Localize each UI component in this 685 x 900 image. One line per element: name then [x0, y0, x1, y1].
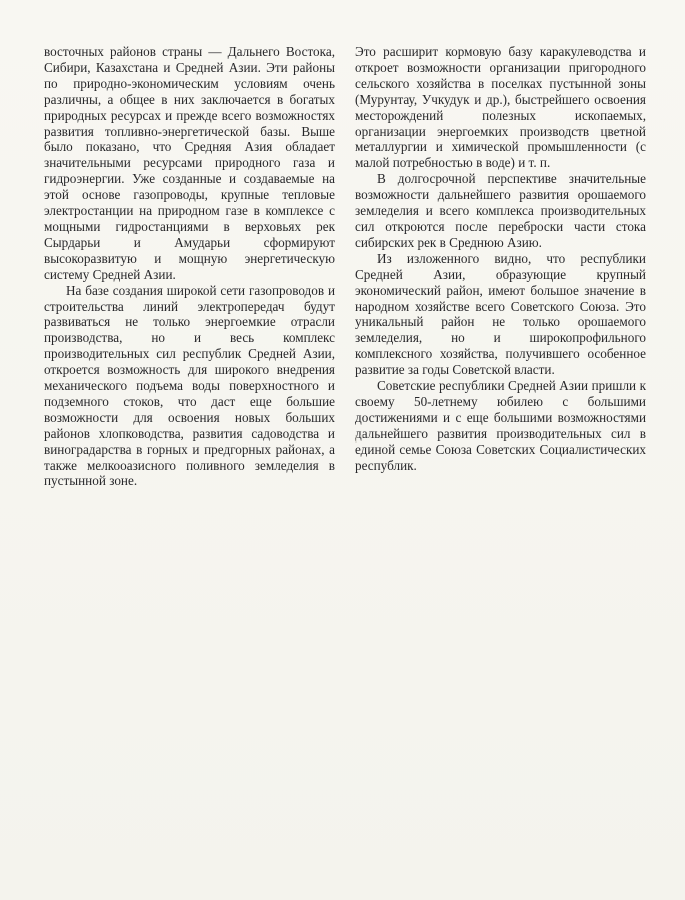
left-paragraph-2: На базе создания широкой сети газопроводов и строительства линий электропередач будут развиваться не только энергоемкие отрасли производства, но и весь комплекс производительных сил республик Средней Азии, откроется возможность для широкого внедрения механического подъема воды поверхностного и подземного стоков, что даст еще большие возможности для освоения новых больших районов хлопководства, развития садоводства и виноградарства в горных и предгорных районах, а также мелкооазисного поливного земледелия в пустынной зоне.: [44, 282, 335, 489]
right-paragraph-3: Из изложенного видно, что республики Средней Азии, образующие крупный экономический район, имеют большое значение в народном хозяйстве всего Советского Союза. Это уникальный район не только орошаемого земледелия, но и широкопрофильного комплексного хозяйства, получившего особенное развитие за годы Советской власти.: [355, 250, 646, 378]
left-paragraph-1: восточных районов страны — Дальнего Востока, Сибири, Казахстана и Средней Азии. Эти районы по природно-экономическим условиям очень различны, а общее в них заключается в богатых природных ресурсах и прежде всего возможностях развития топливно-энергетической базы. Выше было показано, что Средняя Азия обладает значительными ресурсами природного газа и гидроэнергии. Уже созданные и создаваемые на этой основе газопроводы, крупные тепловые электростанции на природном газе в комплексе с мощными гидростанциями в верховьях рек Сырдарьи и Амударьи сформируют высокоразвитую и мощную энергетическую систему Средней Азии.: [44, 44, 335, 282]
smudge-mark-icon: [354, 432, 380, 446]
right-paragraph-1: Это расширит кормовую базу каракулеводства и откроет возможности организации пригородного сельского хозяйства в поселках пустынной зоны (Мурунтау, Учкудук и др.), быстрейшего освоения месторождений полезных ископаемых, организации энергоемких производств цветной металлургии и химической промышленности (с малой потребностью в воде) и т. п.: [355, 44, 646, 171]
left-text-column: [44, 44, 335, 489]
right-paragraph-2: В долгосрочной перспективе значительные возможности дальнейшего развития орошаемого земледелия и всего комплекса производительных сил откроются после переброски части стока сибирских рек в Среднюю Азию.: [355, 171, 646, 250]
print-smudge: [354, 432, 380, 446]
right-text-column: [355, 44, 646, 473]
right-paragraph-4: Советские республики Средней Азии пришли к своему 50-летнему юбилею с большими достижениями и с еще большими возможностями дальнейшего развития производительных сил в единой семье Союза Советских Социалистических республик.: [355, 378, 646, 473]
